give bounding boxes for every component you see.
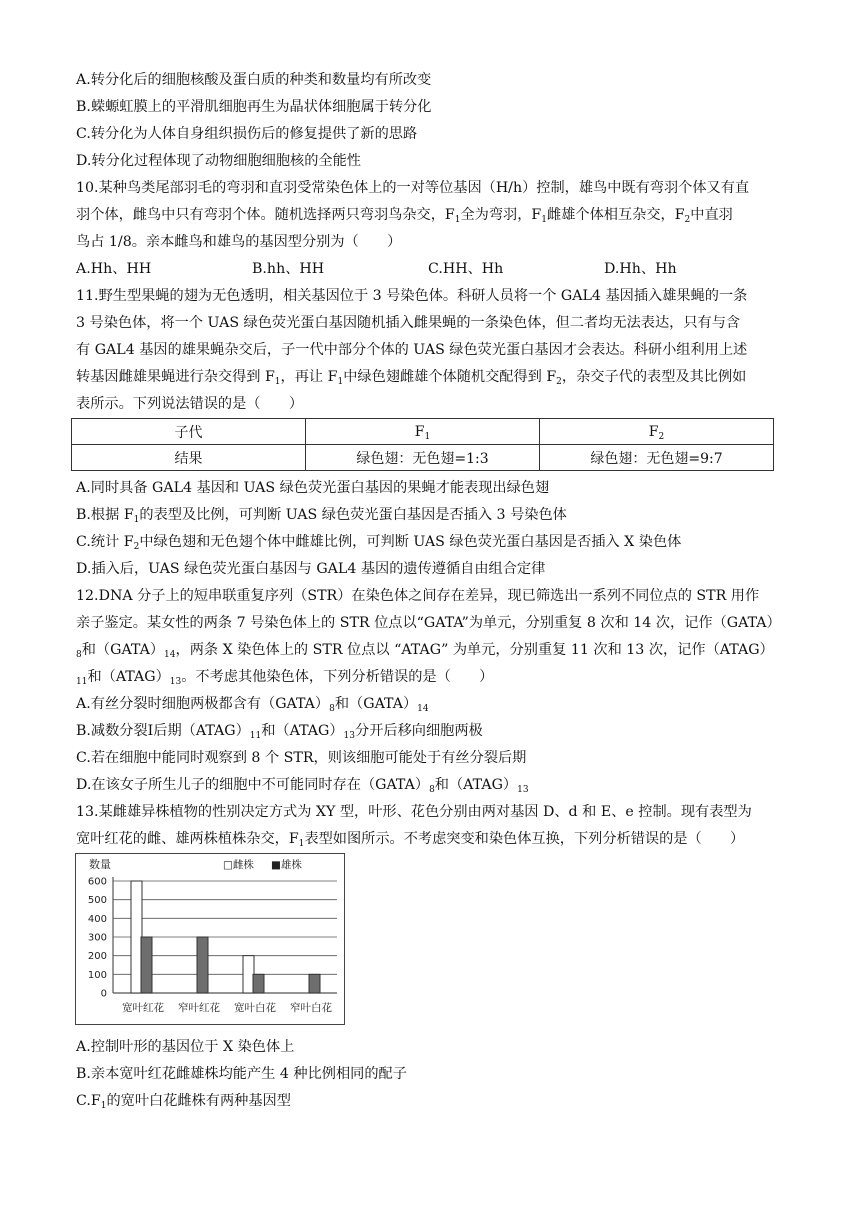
chart-frame: [76, 854, 345, 1025]
q10-option-a: A.Hh、HH: [76, 261, 152, 277]
q10-option-c: C.HH、Hh: [428, 261, 504, 277]
q12-stem-line4: $_{11}$和$(ATAG)_{13}$。不考虑其他染色体，下列分析错误的是（ ）: [76, 669, 494, 687]
table-cell-f1-result: 绿色翅：无色翅=1:3: [306, 445, 540, 471]
table-cell-result-label: 结果: [72, 445, 306, 471]
chart-svg: [75, 853, 345, 1025]
q11-option-d: D.插入后，UAS 绿色荧光蛋白基因与 GAL4 基因的遗传遵循自由组合定律: [76, 561, 546, 577]
chart-y-tick-label: 400: [87, 913, 107, 925]
q9-option-b: B.蝾螈虹膜上的平滑肌细胞再生为晶状体细胞属于转分化: [76, 99, 432, 115]
q10-option-b: B.hh、HH: [252, 261, 325, 277]
q13-stem-line1: 13.某雌雄异株植物的性别决定方式为 XY 型，叶形、花色分别由两对基因 D、d 和 E、e 控制。现有表型为: [76, 804, 752, 820]
q11-stem-line2: 3 号染色体，将一个 UAS 绿色荧光蛋白基因随机插入雌果蝇的一条染色体，但二者均无法表达，只有与含: [76, 315, 741, 331]
q10-stem-line3: 鸟占 1/8。亲本雌鸟和雄鸟的基因型分别为（ ）: [76, 234, 402, 250]
table-header-f2: $F_2$: [540, 419, 774, 445]
q11-option-c: C.统计 $F_2$中绿色翅和无色翅个体中雌雄比例，可判断 UAS 绿色荧光蛋白基因是否插入 X 染色体: [76, 534, 682, 552]
chart-y-tick-label: 300: [87, 932, 107, 944]
chart-y-tick-label: 600: [87, 876, 107, 888]
table-header-generation: 子代: [72, 419, 306, 445]
q10-stem-line1: 10.某种鸟类尾部羽毛的弯羽和直羽受常染色体上的一对等位基因（H/h）控制，雄鸟中既有弯羽个体又有直: [76, 180, 750, 196]
table-header-f1: $F_1$: [306, 419, 540, 445]
q11-stem-line1: 11.野生型果蝇的翅为无色透明，相关基因位于 3 号染色体。科研人员将一个 GAL4 基因插入雄果蝇的一条: [76, 288, 748, 304]
chart-bar-male: [309, 974, 320, 993]
q13-option-a: A.控制叶形的基因位于 X 染色体上: [76, 1039, 295, 1055]
q9-option-c: C.转分化为人体自身组织损伤后的修复提供了新的思路: [76, 126, 418, 142]
chart-x-tick-label: 宽叶白花: [234, 1002, 276, 1014]
q10-options: [76, 259, 780, 279]
q11-stem-line4: 转基因雌雄果蝇进行杂交得到 $F_1$，再让 $F_1$中绿色翅雌雄个体随机交配得到 $F_2$，杂交子代的表型及其比例如: [76, 369, 747, 387]
chart-y-tick-label: 500: [87, 895, 107, 907]
chart-y-tick-label: 0: [100, 988, 107, 1000]
chart-bar-female: [131, 881, 142, 993]
chart-x-tick-label: 窄叶红花: [178, 1002, 220, 1014]
q12-stem-line3: $_8$和$(GATA)_{14}$，两条 X 染色体上的 STR 位点以 “ATAG” 为单元，分别重复 11 次和 13 次，记作（ATAG）: [76, 642, 774, 660]
q10-option-d: D.Hh、Hh: [604, 261, 677, 277]
q11-result-table: [71, 418, 774, 471]
table-cell-f2-result: 绿色翅：无色翅=9:7: [540, 445, 774, 471]
chart-bar-male: [141, 937, 152, 993]
q12-option-a: A.有丝分裂时细胞两极都含有$(GATA)_8$和$(GATA)_{14}$: [76, 696, 429, 714]
q11-stem-line5: 表所示。下列说法错误的是（ ）: [76, 396, 304, 412]
q9-option-d: D.转分化过程体现了动物细胞细胞核的全能性: [76, 153, 361, 169]
q10-stem-line2: 羽个体，雌鸟中只有弯羽个体。随机选择两只弯羽鸟杂交，$F_1$全为弯羽，$F_1$雌雄个体相互杂交，$F_2$中直羽: [76, 207, 733, 225]
chart-x-tick-label: 宽叶红花: [122, 1002, 164, 1014]
q12-stem-line1: 12.DNA 分子上的短串联重复序列（STR）在染色体之间存在差异，现已筛选出一系列不同位点的 STR 用作: [76, 588, 760, 604]
legend-male: ■雄株: [271, 859, 302, 871]
q9-option-a: A.转分化后的细胞核酸及蛋白质的种类和数量均有所改变: [76, 72, 432, 88]
chart-y-tick-label: 100: [87, 969, 107, 981]
q12-option-d: D.在该女子所生儿子的细胞中不可能同时存在$(GATA)_8$和$(ATAG)_{13}$: [76, 777, 529, 795]
chart-x-tick-label: 窄叶白花: [290, 1002, 332, 1014]
q11-option-b: B.根据 $F_1$的表型及比例，可判断 UAS 绿色荧光蛋白基因是否插入 3 号染色体: [76, 507, 567, 525]
chart-y-tick-label: 200: [87, 951, 107, 963]
q12-stem-line2: 亲子鉴定。某女性的两条 7 号染色体上的 STR 位点以“GATA”为单元，分别重复 8 次和 14 次，记作（GATA）: [76, 615, 781, 631]
q13-option-c: $C.F_1$的宽叶白花雌株有两种基因型: [76, 1093, 291, 1111]
table-row: [72, 419, 774, 445]
table-row: [72, 445, 774, 471]
chart-y-axis-label: 数量: [89, 858, 111, 871]
chart-bar-male: [197, 937, 208, 993]
q13-option-b: B.亲本宽叶红花雌雄株均能产生 4 种比例相同的配子: [76, 1066, 407, 1082]
q12-option-b: B.减数分裂Ⅰ后期$(ATAG)_{11}$和$(ATAG)_{13}$分开后移向细胞两极: [76, 723, 483, 741]
q13-bar-chart: [75, 853, 345, 1025]
q11-option-a: A.同时具备 GAL4 基因和 UAS 绿色荧光蛋白基因的果蝇才能表现出绿色翅: [76, 480, 550, 496]
chart-bar-male: [253, 974, 264, 993]
legend-female: □雌株: [223, 859, 254, 871]
q11-stem-line3: 有 GAL4 基因的雄果蝇杂交后，子一代中部分个体的 UAS 绿色荧光蛋白基因才会表达。科研小组利用上述: [76, 342, 748, 358]
chart-bar-female: [243, 956, 254, 993]
q13-stem-line2: 宽叶红花的雌、雄两株植株杂交，$F_1$表型如图所示。不考虑突变和染色体互换，下列分析错误的是（ ）: [76, 831, 745, 849]
q12-option-c: C.若在细胞中能同时观察到 8 个 STR，则该细胞可能处于有丝分裂后期: [76, 750, 527, 766]
